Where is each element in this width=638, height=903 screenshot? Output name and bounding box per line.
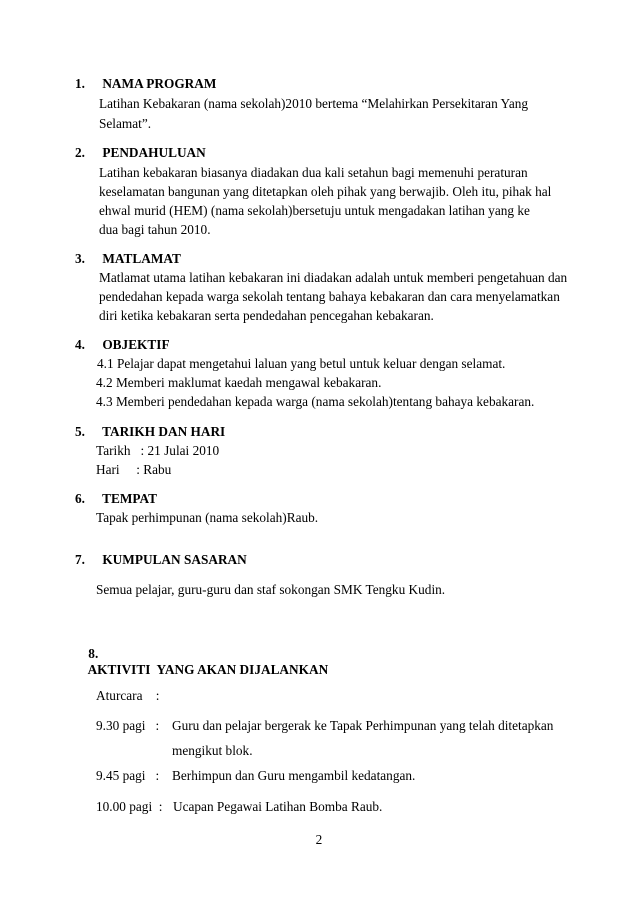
section-4-line-3: 4.3 Memberi pendedahan kepada warga (nama sekolah)tentang bahaya kebakaran. (96, 394, 535, 409)
section-title: TARIKH DAN HARI (102, 424, 226, 439)
section-6-line-1: Tapak perhimpunan (nama sekolah)Raub. (96, 510, 319, 525)
section-title: KUMPULAN SASARAN (102, 552, 247, 567)
schedule-activity: Berhimpun dan Guru mengambil kedatangan. (172, 768, 416, 783)
section-number: 4. (75, 337, 85, 352)
section-number: 1. (75, 76, 85, 91)
schedule-time: 9.30 pagi : (96, 718, 160, 733)
section-2-line-2: keselamatan bangunan yang ditetapkan oleh pihak yang berwajib. Oleh itu, pihak hal (99, 184, 552, 199)
section-number: 3. (75, 251, 85, 266)
section-7-line-1: Semua pelajar, guru-guru dan staf sokongan SMK Tengku Kudin. (96, 582, 446, 597)
section-2-line-4: dua bagi tahun 2010. (99, 222, 211, 237)
section-3-heading (75, 251, 181, 267)
section-number: 7. (75, 552, 85, 567)
section-5-heading (75, 424, 225, 440)
section-1-line-2: Selamat”. (99, 116, 152, 131)
section-3-line-2: pendedahan kepada warga sekolah tentang bahaya kebakaran dan cara menyelamatkan (99, 289, 560, 304)
section-4-heading (75, 337, 170, 353)
schedule-heading: Aturcara : (96, 688, 160, 703)
section-2-heading (75, 145, 206, 161)
schedule-activity-continuation: mengikut blok. (172, 743, 253, 758)
section-3-line-3: diri ketika kebakaran serta pendedahan pencegahan kebakaran. (99, 308, 434, 323)
section-title: TEMPAT (102, 491, 158, 506)
section-5-date: Tarikh : 21 Julai 2010 (96, 443, 220, 458)
section-title: MATLAMAT (102, 251, 181, 266)
section-8-heading (75, 630, 328, 694)
section-6-heading (75, 491, 157, 507)
section-number: 6. (75, 491, 85, 506)
section-4-line-2: 4.2 Memberi maklumat kaedah mengawal kebakaran. (96, 375, 382, 390)
schedule-activity: Ucapan Pegawai Latihan Bomba Raub. (173, 799, 383, 814)
page-number: 2 (315, 832, 323, 847)
section-2-line-3: ehwal murid (HEM) (nama sekolah)bersetuju untuk mengadakan latihan yang ke (99, 203, 530, 218)
section-4-line-1: 4.1 Pelajar dapat mengetahui laluan yang betul untuk keluar dengan selamat. (97, 356, 506, 371)
section-1-heading (75, 76, 216, 92)
schedule-activity: Guru dan pelajar bergerak ke Tapak Perhimpunan yang telah ditetapkan (172, 718, 554, 733)
section-number: 5. (75, 424, 85, 439)
section-number: 2. (75, 145, 85, 160)
schedule-time: 10.00 pagi : (96, 799, 163, 814)
section-title: PENDAHULUAN (102, 145, 206, 160)
section-3-line-1: Matlamat utama latihan kebakaran ini diadakan adalah untuk memberi pengetahuan dan (99, 270, 568, 285)
section-5-day: Hari : Rabu (96, 462, 172, 477)
section-title: NAMA PROGRAM (102, 76, 217, 91)
section-title: OBJEKTIF (102, 337, 170, 352)
section-2-line-1: Latihan kebakaran biasanya diadakan dua kali setahun bagi memenuhi peraturan (99, 165, 528, 180)
section-1-line-1: Latihan Kebakaran (nama sekolah)2010 bertema “Melahirkan Persekitaran Yang (99, 96, 529, 111)
section-7-heading (75, 552, 247, 568)
section-title: AKTIVITI YANG AKAN DIJALANKAN (87, 662, 329, 677)
schedule-time: 9.45 pagi : (96, 768, 160, 783)
section-number: 8. (88, 646, 99, 661)
